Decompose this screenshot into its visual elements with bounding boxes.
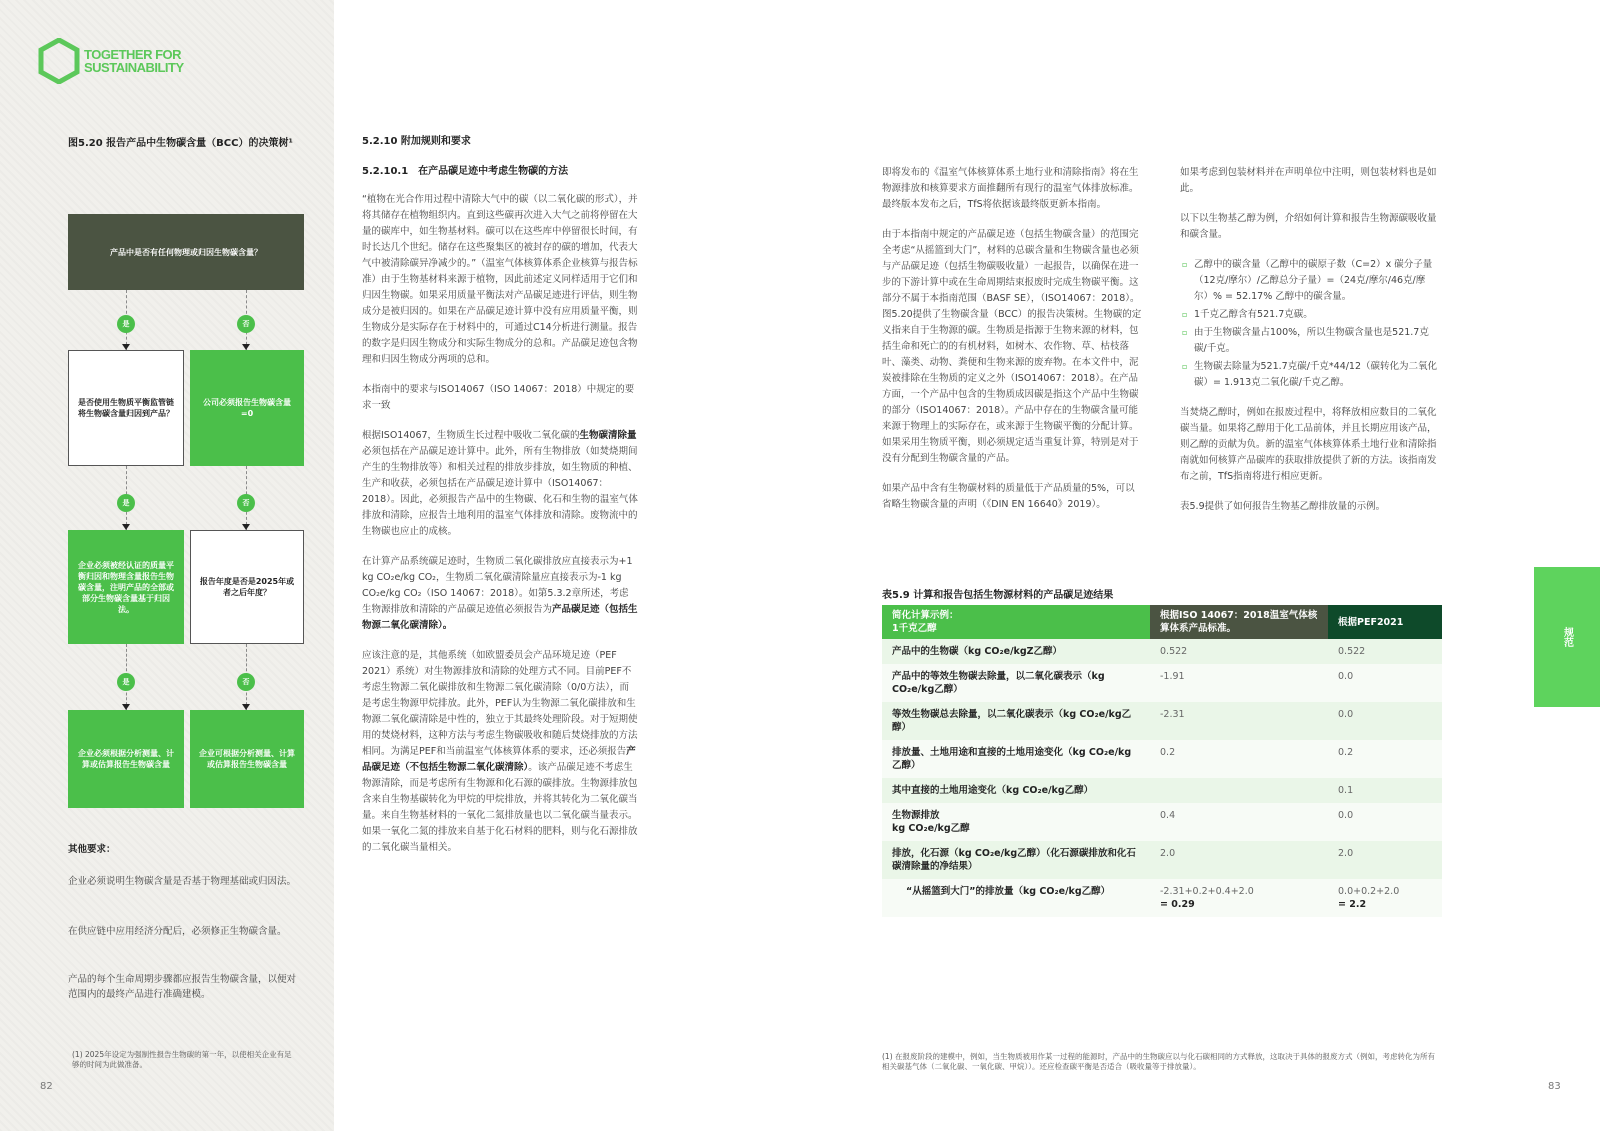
decision-mass-balance: 是否使用生物质平衡监管链将生物碳含量归因到产品？ bbox=[68, 350, 184, 466]
logo-line1: TOGETHER FOR bbox=[84, 47, 182, 62]
hexagon-logo-icon bbox=[38, 38, 80, 84]
paragraph: 如果考虑到包装材料并在声明单位中注明，则包装材料也是如此。 bbox=[1180, 167, 1437, 194]
bullet-list bbox=[1180, 257, 1438, 391]
row-label: 产品中的等效生物碳去除量，以二氧化碳表示（kg CO₂e/kg乙醇） bbox=[882, 664, 1150, 702]
row-pef-value: 0.522 bbox=[1328, 639, 1442, 664]
section-heading: 5.2.10 附加规则和要求 bbox=[362, 136, 471, 147]
paragraph: 根据ISO14067，生物质生长过程中吸收二氧化碳的生物碳清除量必须包括在产品碳足迹计算中。此外，所有生物排放（如焚烧期间产生的生物排放等）和相关过程的排放步排放，如生物质的种植、生产和收获，必须包括在产品碳足迹计算中（ISO14067：2018）。因此，必须报告产品中的生物碳、化石和生物的温室气体排放和清除，应报告土地利用的温室气体排放和清除。废物流中的生物碳也应止的成核。 bbox=[362, 430, 638, 537]
subsection-heading: 5.2.10.1 在产品碳足迹中考虑生物碳的方法 bbox=[362, 166, 569, 177]
row-pef-value: 0.0 bbox=[1328, 702, 1442, 740]
yes-badge: 是 bbox=[117, 673, 135, 691]
row-label: 排放，化石源（kg CO₂e/kg乙醇）（化石源碳排放和化石碳清除量的净结果） bbox=[882, 841, 1150, 879]
row-label: 等效生物碳总去除量，以二氧化碳表示（kg CO₂e/kg乙醇） bbox=[882, 702, 1150, 740]
paragraph: 如果产品中含有生物碳材料的质量低于产品质量的5%，可以省略生物碳含量的声明（《DIN EN 16640》2019）。 bbox=[882, 483, 1135, 510]
logo-line2: SUSTAINABILITY bbox=[84, 60, 184, 75]
row-iso-value: 0.4 bbox=[1150, 803, 1328, 841]
results-table bbox=[882, 605, 1442, 917]
no-badge: 否 bbox=[237, 315, 255, 333]
row-iso-value bbox=[1150, 778, 1328, 803]
row-pef-value: 2.0 bbox=[1328, 841, 1442, 879]
paragraph: 由于本指南中规定的产品碳足迹（包括生物碳含量）的范围完全考虑“从摇篮到大门”，材料的总碳含量和生物碳含量也必须与产品碳足迹（包括生物碳吸收量）一起报告，以确保在进一步的下游计算中或在生命周期结束报废时完成生物碳平衡。这部分不属于本指南范围（BASF SE），（ISO14067：2018）。图5.20提供了生物碳含量（BCC）的报告决策树。生物碳的定义指来自于生物源的碳。生物质是指源于生物来源的材料，包括生命和死亡的的有机材料，如树木、农作物、草、枯枝落叶、藻类、动物、粪便和生物来源的废弃物。在本文件中，泥炭被排除在生物质的定义之外（ISO14067：2018）。在产品方面，一个产品中包含的生物质成因碳是指这个产品中生物碳的部分（ISO14067：2018）。产品中存在的生物碳含量可能来源于物理上的实际存在，或来源于生物碳平衡的分配计算。如果采用生物质平衡，则必须规定适当重复计算，特别是对于没有分配到生物碳含量的产品。 bbox=[882, 229, 1142, 464]
row-pef-value: 0.0 bbox=[1328, 664, 1442, 702]
row-iso-value: 0.2 bbox=[1150, 740, 1328, 778]
paragraph: “植物在光合作用过程中清除大气中的碳（以二氧化碳的形式），并将其储存在植物组织内。直到这些碳再次进入大气之前将停留在大量的碳库中，如生物基材料。碳可以在这些库中停留很长时间，有时长达几个世纪。储存在这些聚集区的被封存的碳的增加，代表大气中被清除碳异净减少的。”（温室气体核算体系企业核算与报告标准）由于生物基材料来源于植物，因此前述定义同样适用于它们和归因生物碳。如果采用质量平衡法对产品碳足迹进行评估，则生物成分是被归因的。如果在产品碳足迹计算中没有应用质量平衡，则生物成分是实际存在于材料中的，可通过C14分析进行测量。报告的数字是归因生物成分和实际生物成分的总和。产品碳足迹包含物理和归因生物成分两项的总和。 bbox=[362, 194, 638, 365]
no-badge: 否 bbox=[237, 494, 255, 512]
paragraph: 应该注意的是，其他系统（如欧盟委员会产品环境足迹（PEF 2021）系统）对生物源排放和清除的处理方式不同。目前PEF不考虑生物源二氧化碳排放和生物源二氧化碳清除（0/0方法），而是考虑生物源甲烷排放。此外，PEF认为生物源二氧化碳排放和生物源二氧化碳清除是中性的，独立于其最终处理阶段。对于短期使用的焚烧材料，这种方法与考虑生物碳吸收和随后焚烧排放的方法相同。为满足PEF和当前温室气体核算体系的要求，还必须报告产品碳足迹（不包括生物源二氧化碳清除）。该产品碳足迹不考虑生物源清除，而是考虑所有生物源和化石源的碳排放。生物源排放包含来自生物基碳转化为甲烷的甲烷排放，并将其转化为二氧化碳当量。来自生物基材料的一氧化二氮排放量也以二氧化碳当量表示。如果一氧化二氮的排放来自基于化石材料的肥料，则与化石源排放的二氧化碳当量相关。 bbox=[362, 650, 638, 853]
row-label: 其中直接的土地用途变化（kg CO₂e/kg乙醇） bbox=[882, 778, 1150, 803]
table-row bbox=[882, 841, 1442, 879]
row-pef-value: 0.2 bbox=[1328, 740, 1442, 778]
row-pef-value: 0.1 bbox=[1328, 778, 1442, 803]
column-3 bbox=[1180, 165, 1438, 529]
table-row bbox=[882, 803, 1442, 841]
yes-badge: 是 bbox=[117, 494, 135, 512]
footnote-right: (1) 在报废阶段的建模中，例如，当生物质被用作某一过程的能源时，产品中的生物碳应以与化石碳相同的方式释放，这取决于具体的报废方式（例如，考虑转化为所有相关碳基气体（二氧化碳、一氧化碳、甲烷））。还应检查碳平衡是否适合（吸收量等于排放量）。 bbox=[882, 1052, 1436, 1071]
paragraph: 本指南中的要求与ISO14067（ISO 14067：2018）中规定的要求一致 bbox=[362, 384, 635, 411]
paragraph: 在计算产品系统碳足迹时，生物质二氧化碳排放应直接表示为+1 kg CO₂e/kg CO₂，生物质二氧化碳清除量应直接表示为-1 kg CO₂e/kg CO₂（ISO 14067：2018）。如第5.3.2章所述，考虑生物源排放和清除的产品碳足迹值必须报告为产品碳足迹（包括生物源二氧化碳清除）。 bbox=[362, 556, 638, 631]
chapter-tab-label: 规范 bbox=[1561, 627, 1573, 647]
paragraph: 即将发布的《温室气体核算体系土地行业和清除指南》将在生物源排放和核算要求方面推翻所有现行的温室气体排放标准。最终版本发布之后，TfS将依据该最终版更新本指南。 bbox=[882, 167, 1139, 210]
table-title: 表5.9 计算和报告包括生物源材料的产品碳足迹结果 bbox=[882, 590, 1114, 601]
yes-badge: 是 bbox=[117, 315, 135, 333]
decision-root: 产品中是否有任何物理或归因生物碳含量？ bbox=[68, 214, 304, 290]
row-pef-value: 0.0 bbox=[1328, 803, 1442, 841]
list-item: ▫ 1千克乙醇含有521.7克碳。 bbox=[1180, 307, 1438, 323]
other-requirement-1: 企业必须说明生物碳含量是否基于物理基础或归因法。 bbox=[68, 876, 297, 887]
column-1 bbox=[362, 134, 638, 870]
result-attribution-report: 企业必须被经认证的质量平衡归因和物理含量报告生物碳含量，注明产品的全部或部分生物碳含量基于归因法。 bbox=[68, 530, 184, 644]
logo bbox=[38, 38, 184, 84]
other-requirement-2: 在供应链中应用经济分配后，必须修正生物碳含量。 bbox=[68, 926, 287, 937]
table-row bbox=[882, 639, 1442, 664]
result-must-report: 企业必须根据分析测量、计算或估算报告生物碳含量 bbox=[68, 710, 184, 808]
no-badge: 否 bbox=[237, 673, 255, 691]
table-row-total bbox=[882, 879, 1442, 917]
row-iso-value bbox=[1150, 879, 1328, 917]
table-header-row bbox=[882, 605, 1442, 639]
row-label: 排放量、土地用途和直接的土地用途变化（kg CO₂e/kg乙醇） bbox=[882, 740, 1150, 778]
chapter-tab[interactable] bbox=[1534, 567, 1600, 707]
row-pef-value bbox=[1328, 879, 1442, 917]
pef-expression: 0.0+0.2+2.0 bbox=[1338, 886, 1400, 897]
pef-total: = 2.2 bbox=[1338, 899, 1367, 910]
list-item: ▫ 生物碳去除量为521.7克碳/千克*44/12（碳转化为二氧化碳）= 1.913克二氧化碳/千克乙醇。 bbox=[1180, 359, 1438, 391]
row-iso-value: 0.522 bbox=[1150, 639, 1328, 664]
list-item: ▫ 由于生物碳含量占100%，所以生物碳含量也是521.7克碳/千克。 bbox=[1180, 325, 1438, 357]
iso-expression: -2.31+0.2+0.4+2.0 bbox=[1160, 886, 1254, 897]
iso-total: = 0.29 bbox=[1160, 899, 1195, 910]
table-row bbox=[882, 664, 1442, 702]
table-header-example: 简化计算示例： 1千克乙醇 bbox=[882, 605, 1150, 639]
row-label: “从摇篮到大门”的排放量（kg CO₂e/kg乙醇） bbox=[882, 879, 1150, 917]
row-iso-value: 2.0 bbox=[1150, 841, 1328, 879]
table-header-iso: 根据ISO 14067：2018温室气体核算体系产品标准。 bbox=[1150, 605, 1328, 639]
table-header-pef: 根据PEF2021 bbox=[1328, 605, 1442, 639]
row-iso-value: -1.91 bbox=[1150, 664, 1328, 702]
other-requirements-heading: 其他要求： bbox=[68, 844, 116, 855]
decision-year-2025: 报告年度是否是2025年或者之后年度？ bbox=[190, 530, 304, 644]
paragraph: 以下以生物基乙醇为例，介绍如何计算和报告生物源碳吸收量和碳含量。 bbox=[1180, 213, 1437, 240]
table-row bbox=[882, 778, 1442, 803]
page-number-left: 82 bbox=[40, 1081, 53, 1092]
paragraph: 当焚烧乙醇时，例如在报废过程中，将释放相应数目的二氧化碳当量。如果将乙醇用于化工品前体，并且长期应用该产品，则乙醇的贡献为负。新的温室气体核算体系土地行业和清除指南就如何核算产品碳库的获取排放提供了新的方法。该指南发布之前，TfS指南将进行相应更新。 bbox=[1180, 407, 1437, 482]
result-may-report: 企业可根据分析测量、计算或估算报告生物碳含量 bbox=[190, 710, 304, 808]
result-bcc-zero: 公司必须报告生物碳含量=0 bbox=[190, 350, 304, 466]
logo-text bbox=[84, 48, 184, 74]
other-requirement-3: 产品的每个生命周期步骤都应报告生物碳含量，以便对范围内的最终产品进行准确建模。 bbox=[68, 974, 297, 1000]
row-iso-value: -2.31 bbox=[1150, 702, 1328, 740]
figure-title: 图5.20 报告产品中生物碳含量（BCC）的决策树¹ bbox=[68, 138, 293, 149]
row-label: 产品中的生物碳（kg CO₂e/kgZ乙醇） bbox=[882, 639, 1150, 664]
page-number-right: 83 bbox=[1548, 1081, 1561, 1092]
list-item: ▫ 乙醇中的碳含量（乙醇中的碳原子数（C=2）x 碳分子量（12克/摩尔）/乙醇总分子量）=（24克/摩尔/46克/摩尔）% = 52.17% 乙醇中的碳含量。 bbox=[1180, 257, 1438, 305]
table-row bbox=[882, 740, 1442, 778]
paragraph: 表5.9提供了如何报告生物基乙醇排放量的示例。 bbox=[1180, 501, 1386, 512]
column-2 bbox=[882, 165, 1144, 527]
footnote-left: (1) 2025年设定为强制性报告生物碳的第一年，以使相关企业有足够的时间为此做准备。 bbox=[72, 1050, 292, 1069]
table-row bbox=[882, 702, 1442, 740]
row-label: 生物源排放 kg CO₂e/kg乙醇 bbox=[882, 803, 1150, 841]
